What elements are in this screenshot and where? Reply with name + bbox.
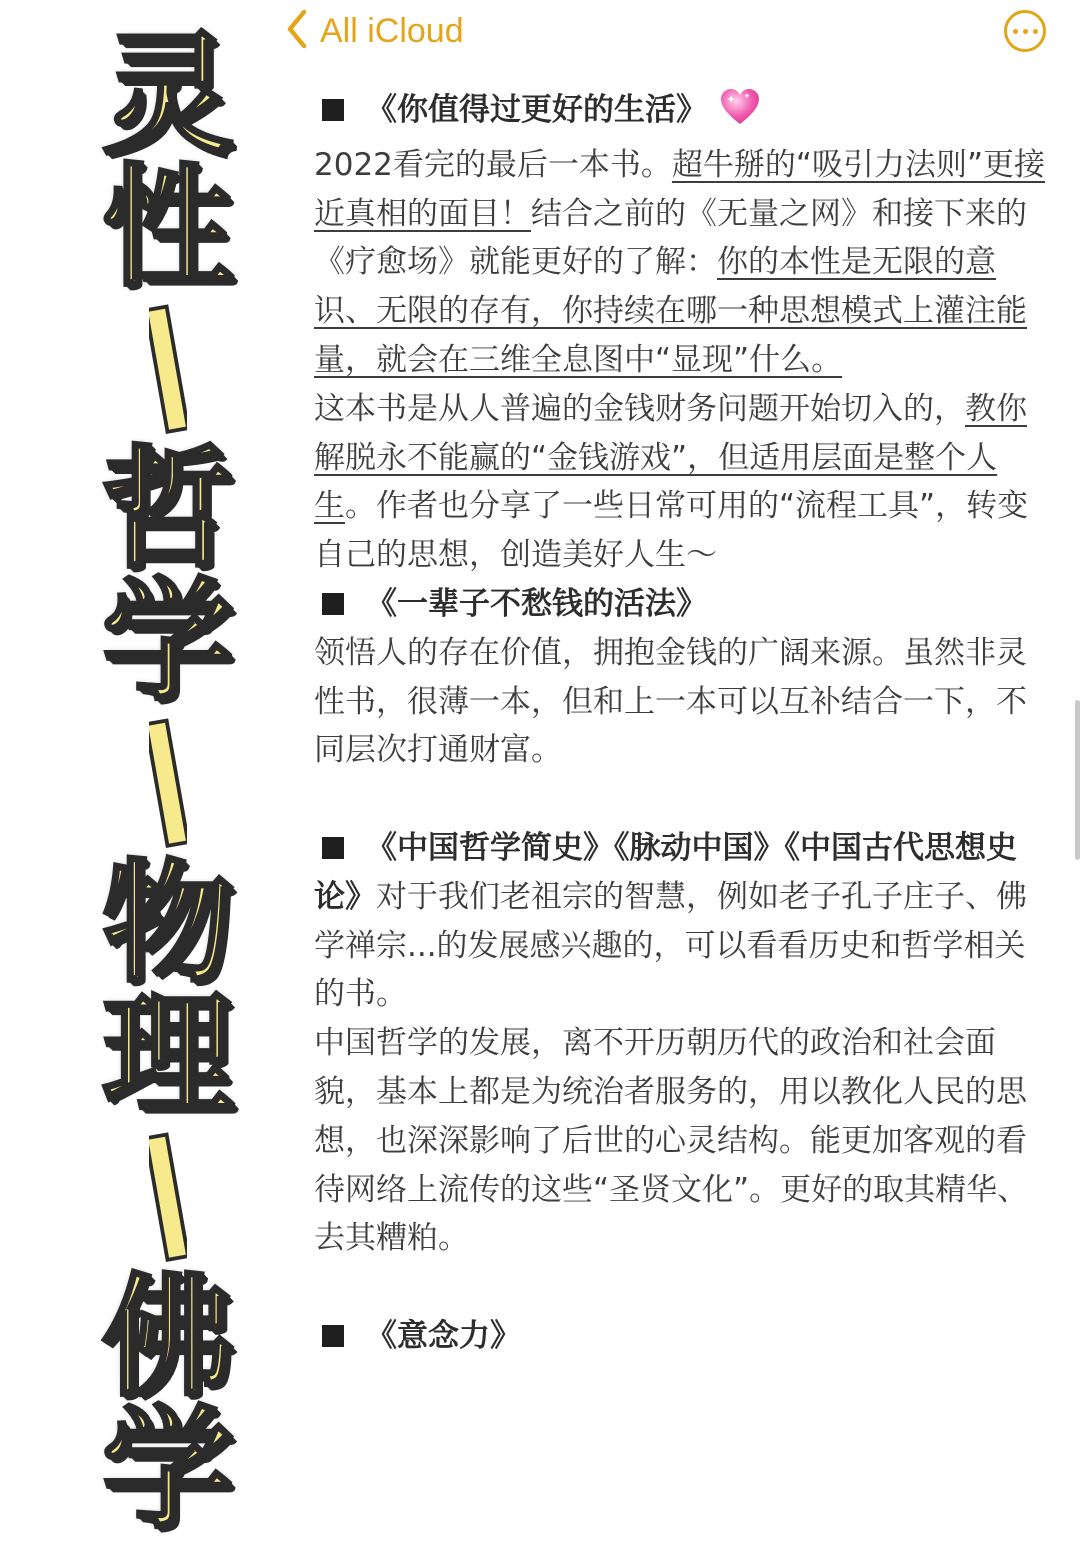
banner-char: 物 xyxy=(102,847,234,1001)
sparkling-heart-icon xyxy=(719,88,761,141)
blank-line xyxy=(314,775,1054,824)
banner-char: 理 xyxy=(102,979,234,1133)
slash-divider xyxy=(149,1132,187,1262)
black-square-icon xyxy=(322,837,344,859)
underlined-text: 超牛掰的“吸引力法则”更接近真相的面目！ xyxy=(314,146,1046,232)
section-heading xyxy=(314,1312,1054,1361)
book-title: 《你值得过更好的生活》 xyxy=(366,92,707,128)
banner-char: 灵 xyxy=(102,19,234,173)
vertical-title-banner xyxy=(88,19,248,1547)
back-button[interactable] xyxy=(286,8,464,54)
black-square-icon xyxy=(322,593,344,615)
scrollbar[interactable] xyxy=(1075,700,1080,860)
paragraph xyxy=(314,385,1054,580)
ellipsis-circle-icon xyxy=(1013,29,1038,34)
book-title: 《意念力》 xyxy=(366,1317,521,1354)
paragraph xyxy=(314,141,1054,385)
section-heading xyxy=(314,580,1054,629)
paragraph: 领悟人的存在价值，拥抱金钱的广阔来源。虽然非灵性书，很薄一本，但和上一本可以互补结合一下，不同层次打通财富。 xyxy=(314,634,1027,769)
banner-char: 学 xyxy=(102,565,234,719)
underlined-text: 你的本性是无限的意识、无限的存有，你持续在哪一种思想模式上灌注能量，就会在三维全息图中“显现”什么。 xyxy=(314,244,1027,378)
black-square-icon xyxy=(322,1325,344,1347)
banner-char: 性 xyxy=(102,151,234,305)
paragraph: 中国哲学的发展，离不开历朝历代的政治和社会面貌，基本上都是为统治者服务的，用以教化人民的思想，也深深影响了后世的心灵结构。能更加客观的看待网络上流传的这些“圣贤文化”。更好的取其精华、去其糟粕。 xyxy=(314,1025,1029,1257)
banner-char: 佛 xyxy=(102,1261,234,1415)
banner-char: 学 xyxy=(102,1393,234,1547)
blank-line xyxy=(314,1263,1054,1312)
black-square-icon xyxy=(322,99,344,121)
banner-char: 哲 xyxy=(102,433,234,587)
nav-bar xyxy=(280,0,1080,64)
text-span: 结合之前的《无量之网》和接下来的《疗愈场》就能更好的了解： xyxy=(314,195,1027,281)
book-title: 《一辈子不愁钱的活法》 xyxy=(366,585,707,622)
book-title: 《中国哲学简史》《脉动中国》《中国古代思想史论》 xyxy=(314,829,1017,915)
paragraph xyxy=(314,824,1054,1019)
section-heading xyxy=(314,86,1054,141)
more-options-button[interactable] xyxy=(1004,10,1046,52)
text-span: 2022看完的最后一本书。 xyxy=(314,146,672,183)
chevron-left-icon xyxy=(286,9,308,53)
slash-divider xyxy=(149,718,187,848)
text-span: 对于我们老祖宗的智慧，例如老子孔子庄子、佛学禅宗...的发展感兴趣的，可以看看历史和哲学相关的书。 xyxy=(314,878,1027,1013)
text-span: 这本书是从人普遍的金钱财务问题开始切入的， xyxy=(314,390,965,427)
back-label: All iCloud xyxy=(320,11,464,50)
note-content[interactable] xyxy=(314,86,1054,1361)
text-span: 。作者也分享了一些日常可用的“流程工具”，转变自己的思想，创造美好人生～ xyxy=(314,488,1029,574)
slash-divider xyxy=(149,304,187,434)
underlined-text: 教你解脱永不能赢的“金钱游戏”，但适用层面是整个人生 xyxy=(314,390,1027,525)
